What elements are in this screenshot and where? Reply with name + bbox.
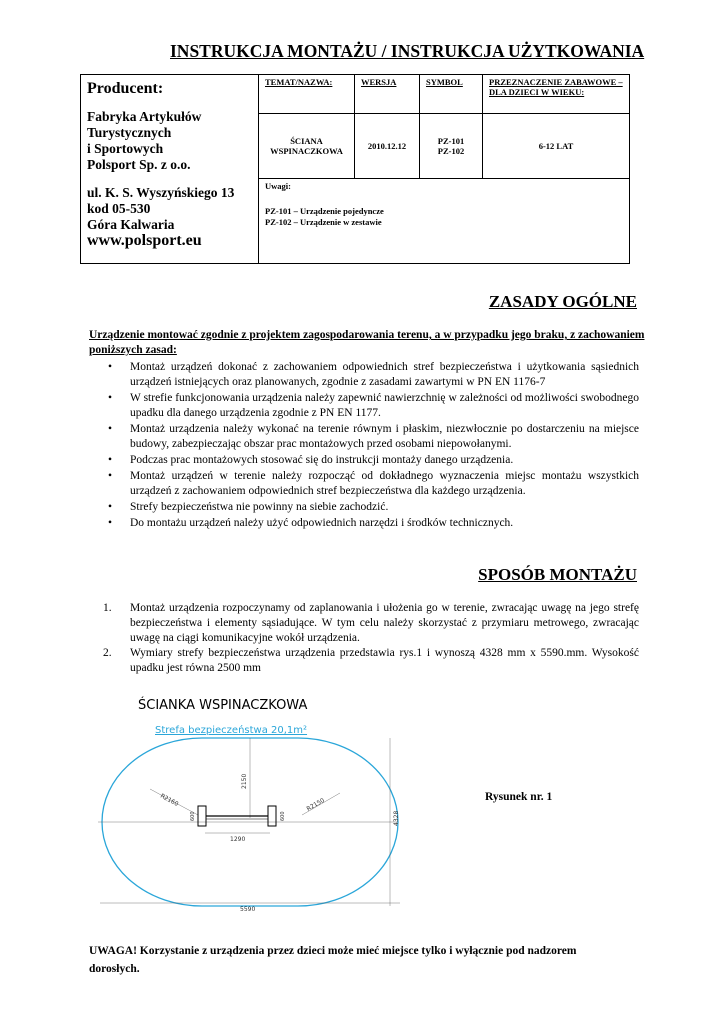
step-number: 1. xyxy=(103,602,112,614)
producer-name-2: Turystycznych xyxy=(87,125,172,140)
header-symbol: SYMBOL xyxy=(420,75,483,114)
page-title: INSTRUKCJA MONTAŻU / INSTRUKCJA UŻYTKOWANIA xyxy=(170,41,645,61)
rule-text: Podczas prac montażowych stosować się do instrukcji montaży danego urządzenia. xyxy=(130,454,514,466)
drawing-title: ŚCIANKA WSPINACZKOWA xyxy=(138,698,308,713)
producer-label: Producent: xyxy=(87,80,164,97)
header-version: WERSJA xyxy=(355,75,420,114)
bullet-icon: • xyxy=(108,454,113,466)
header-name: TEMAT/NAZWA: xyxy=(259,75,355,114)
step-text: Montaż urządzenia rozpoczynamy od zaplanowania i ułożenia go w terenie, zwracając uwagę na jego strefę bezpieczeństwa i elementy sąsiadujące. W tym celu należy skorzystać z przymiaru metrowego, zwracając uwagę na ciągi komunikacyjne wokół urządzenia. xyxy=(130,602,639,644)
dim-post-right: 600 xyxy=(280,811,286,821)
note-2: PZ-102 – Urządzenie w zestawie xyxy=(265,217,382,227)
list-item xyxy=(89,453,639,468)
section-title-general: ZASADY OGÓLNE xyxy=(488,292,637,311)
value-name xyxy=(259,114,355,179)
dim-height: 4328 xyxy=(393,810,400,826)
dim-left-radius: R2160 xyxy=(159,792,180,808)
list-item xyxy=(89,469,639,499)
value-symbol-1: PZ-101 xyxy=(437,136,465,146)
bullet-icon: • xyxy=(108,517,113,529)
list-item xyxy=(89,422,639,452)
value-name-1: ŚCIANA xyxy=(290,136,323,146)
producer-name-1: Fabryka Artykułów xyxy=(87,109,202,124)
producer-address-2: kod 05-530 xyxy=(87,201,151,216)
value-version: 2010.12.12 xyxy=(355,114,420,179)
list-item xyxy=(89,500,639,515)
notes-cell xyxy=(259,179,630,264)
dim-right-radius: R2150 xyxy=(305,796,326,813)
rule-text: Do montażu urządzeń należy użyć odpowiednich narzędzi i środków technicznych. xyxy=(130,517,514,529)
producer-website: www.polsport.eu xyxy=(87,232,202,249)
dim-post-left: 600 xyxy=(190,811,196,821)
bullet-icon: • xyxy=(108,392,113,404)
list-item xyxy=(89,601,639,646)
note-1: PZ-101 – Urządzenie pojedyncze xyxy=(265,206,384,216)
assembly-steps-list xyxy=(89,601,639,676)
section-title-assembly: SPOSÓB MONTAŻU xyxy=(478,565,637,584)
header-age: PRZEZNACZENIE ZABAWOWE – DLA DZIECI W WIEKU: xyxy=(483,75,630,114)
bullet-icon: • xyxy=(108,501,113,513)
step-number: 2. xyxy=(103,647,112,659)
dim-top: 2150 xyxy=(241,773,248,789)
bullet-icon: • xyxy=(108,423,113,435)
rule-text: Montaż urządzeń dokonać z zachowaniem odpowiednich stref bezpieczeństwa i użytkowania sąsiednich urządzeń istniejących oraz planowanych, zgodnie z zasadami zawartymi w PN EN 1176-7 xyxy=(130,361,639,388)
producer-address-1: ul. K. S. Wyszyńskiego 13 xyxy=(87,185,235,200)
figure-caption: Rysunek nr. 1 xyxy=(485,791,553,803)
warning-note: UWAGA! Korzystanie z urządzenia przez dzieci może mieć miejsce tylko i wyłącznie pod nadzorem dorosłych. xyxy=(89,945,577,975)
rule-text: Montaż urządzeń w terenie należy rozpocząć od dokładnego wyznaczenia miejsc montażu wszystkich urządzeń z zachowaniem odpowiednich stref bezpieczeństwa dla każdego urządzenia. xyxy=(130,470,639,497)
zone-label: Strefa bezpieczeństwa 20,1m² xyxy=(155,725,308,736)
dim-inner: 1290 xyxy=(230,836,246,843)
rule-text: Montaż urządzenia należy wykonać na terenie równym i płaskim, niezwłocznie po dostarczeniu na miejsce budowy, zabezpieczając obszar prac montażowych przed osobami niepowołanymi. xyxy=(130,423,639,450)
list-item xyxy=(89,516,639,531)
list-item xyxy=(89,360,639,390)
rule-text: W strefie funkcjonowania urządzenia należy zapewnić nawierzchnię w zależności od możliwości swobodnego upadku dla danego urządzenia zgodnie z PN EN 1177. xyxy=(130,392,639,419)
general-rules-list xyxy=(89,360,639,532)
safety-zone-drawing xyxy=(90,693,410,913)
general-intro: Urządzenie montować zgodnie z projektem zagospodarowania terenu, a w przypadku jego braku, z zachowaniem poniższych zasad: xyxy=(89,329,645,356)
step-text: Wymiary strefy bezpieczeństwa urządzenia przedstawia rys.1 i wynoszą 4328 mm x 5590.mm. Wysokość upadku jest równa 2500 mm xyxy=(130,647,639,674)
value-symbol xyxy=(420,114,483,179)
value-age: 6-12 LAT xyxy=(483,114,630,179)
info-table xyxy=(80,74,630,264)
dim-width: 5590 xyxy=(240,906,256,913)
bullet-icon: • xyxy=(108,361,113,373)
rule-text: Strefy bezpieczeństwa nie powinny na siebie zachodzić. xyxy=(130,501,389,513)
list-item xyxy=(89,646,639,676)
producer-address-3: Góra Kalwaria xyxy=(87,217,175,232)
producer-name-3: i Sportowych xyxy=(87,141,164,156)
value-name-2: WSPINACZKOWA xyxy=(270,146,343,156)
bullet-icon: • xyxy=(108,470,113,482)
producer-name-4: Polsport Sp. z o.o. xyxy=(87,157,191,172)
notes-label: Uwagi: xyxy=(265,181,291,191)
list-item xyxy=(89,391,639,421)
producer-cell xyxy=(81,75,259,264)
value-symbol-2: PZ-102 xyxy=(437,146,465,156)
